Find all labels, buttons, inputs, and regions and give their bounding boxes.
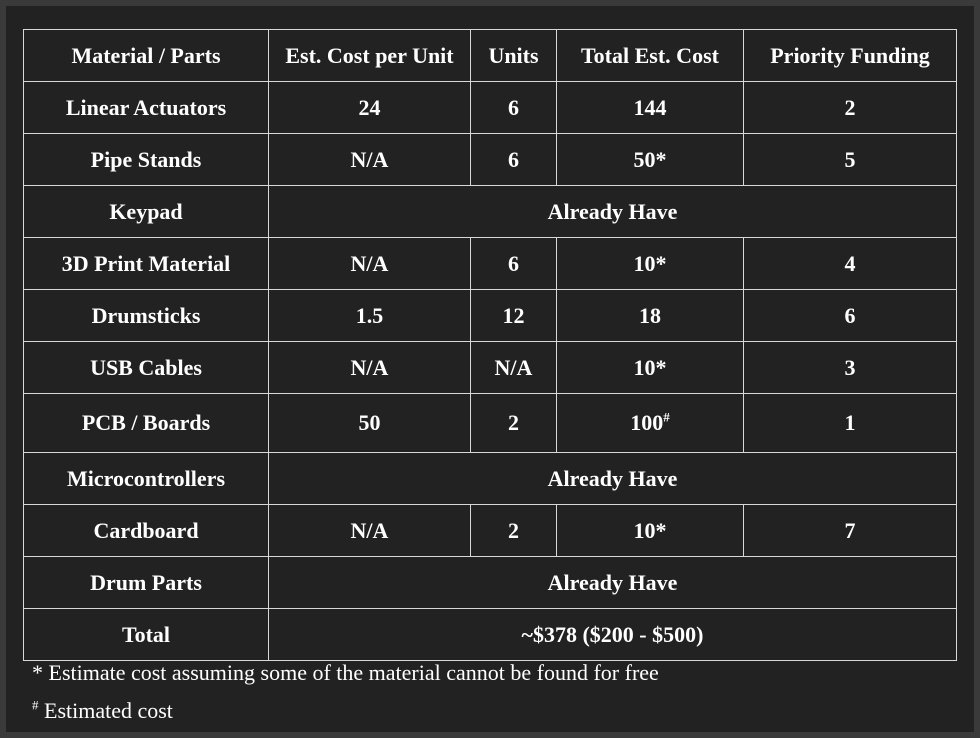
asterisk-footnote: * Estimate cost assuming some of the material cannot be found for free [32, 660, 659, 685]
table-row [24, 238, 957, 290]
total-cost: 144 [557, 82, 744, 134]
table-row [24, 186, 957, 238]
part-name: Linear Actuators [24, 82, 269, 134]
cost-per-unit: N/A [269, 238, 471, 290]
part-name: Drum Parts [24, 557, 269, 609]
priority: 6 [744, 290, 957, 342]
header-row [24, 30, 957, 82]
priority: 1 [744, 394, 957, 453]
priority: 7 [744, 505, 957, 557]
table-row [24, 557, 957, 609]
document-frame [6, 6, 974, 732]
cost-per-unit: N/A [269, 342, 471, 394]
units: 6 [471, 238, 557, 290]
priority: 4 [744, 238, 957, 290]
merged-status: Already Have [269, 557, 957, 609]
merged-status: Already Have [269, 453, 957, 505]
hash-footnote-mark: # [663, 409, 670, 425]
part-name: PCB / Boards [24, 394, 269, 453]
total-cost: 10* [557, 505, 744, 557]
part-name: Keypad [24, 186, 269, 238]
header-priority: Priority Funding [744, 30, 957, 82]
total-label: Total [24, 609, 269, 661]
table-row [24, 394, 957, 453]
part-name: 3D Print Material [24, 238, 269, 290]
total-cost-value: 100 [630, 410, 664, 435]
table-row [24, 290, 957, 342]
part-name: Drumsticks [24, 290, 269, 342]
cost-per-unit: N/A [269, 505, 471, 557]
merged-status: Already Have [269, 186, 957, 238]
table-row [24, 453, 957, 505]
units: 2 [471, 505, 557, 557]
cost-per-unit: 1.5 [269, 290, 471, 342]
total-cost: 10* [557, 342, 744, 394]
units: 12 [471, 290, 557, 342]
total-row [24, 609, 957, 661]
header-cost-per-unit: Est. Cost per Unit [269, 30, 471, 82]
total-value: ~$378 ($200 - $500) [269, 609, 957, 661]
units: 2 [471, 394, 557, 453]
total-cost: 10* [557, 238, 744, 290]
header-units: Units [471, 30, 557, 82]
part-name: Pipe Stands [24, 134, 269, 186]
cost-per-unit: N/A [269, 134, 471, 186]
part-name: Microcontrollers [24, 453, 269, 505]
part-name: Cardboard [24, 505, 269, 557]
hash-footnote [32, 694, 659, 732]
priority: 3 [744, 342, 957, 394]
total-cost: 18 [557, 290, 744, 342]
header-material: Material / Parts [24, 30, 269, 82]
budget-table [23, 29, 957, 661]
units: 6 [471, 82, 557, 134]
table-row [24, 342, 957, 394]
cost-per-unit: 50 [269, 394, 471, 453]
table-row [24, 505, 957, 557]
total-cost [557, 394, 744, 453]
header-total-cost: Total Est. Cost [557, 30, 744, 82]
total-cost: 50* [557, 134, 744, 186]
priority: 5 [744, 134, 957, 186]
hash-footnote-text: Estimated cost [38, 698, 173, 723]
table-row [24, 82, 957, 134]
table-row [24, 134, 957, 186]
hash-symbol: # [32, 697, 39, 713]
units: N/A [471, 342, 557, 394]
footnotes [32, 656, 659, 732]
part-name: USB Cables [24, 342, 269, 394]
cost-per-unit: 24 [269, 82, 471, 134]
units: 6 [471, 134, 557, 186]
priority: 2 [744, 82, 957, 134]
